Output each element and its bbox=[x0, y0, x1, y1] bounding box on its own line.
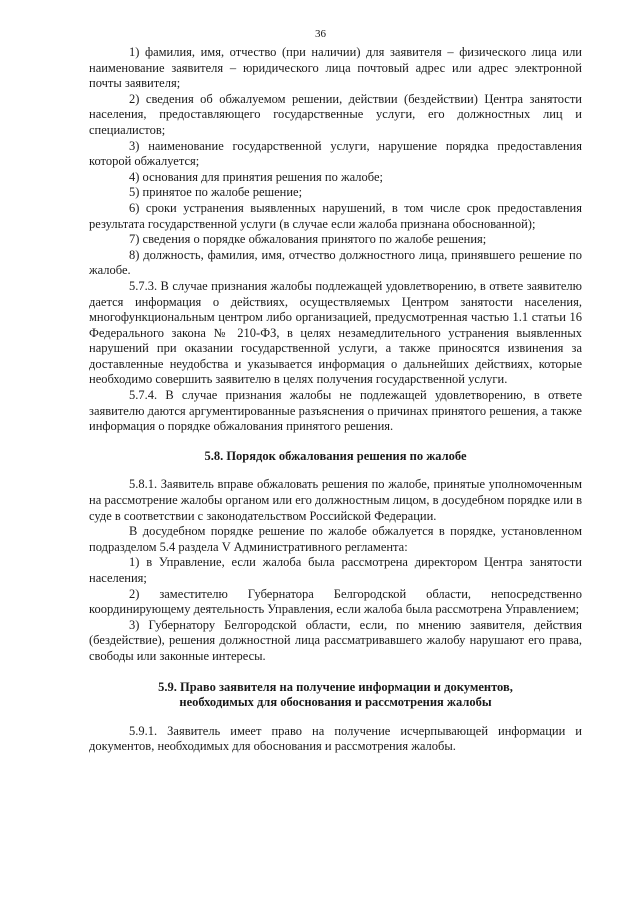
section-heading-5-9-line-2: необходимых для обоснования и рассмотрения жалобы bbox=[179, 695, 492, 710]
paragraph-pretrial-order: В досудебном порядке решение по жалобе обжалуется в порядке, установленном подразделом 5.4 раздела V Административного регламента: bbox=[89, 524, 582, 554]
section-heading-5-8: 5.8. Порядок обжалования решения по жалобе bbox=[204, 448, 467, 463]
list-item-to-deputy-governor: 2) заместителю Губернатора Белгородской области, непосредственно координирующему деятельность Управления, если жалоба была рассмотрена Управлением; bbox=[89, 586, 582, 617]
paragraph-5-9-1: 5.9.1. Заявитель имеет право на получение исчерпывающей информации и документов, необходимых для обоснования и рассмотрения жалобы. bbox=[89, 723, 582, 754]
page-number: 36 bbox=[315, 28, 326, 40]
list-item-to-governor: 3) Губернатору Белгородской области, если, по мнению заявителя, действия (бездействие), решения должностной лица рассматривавшего жалобу нарушают его права, свободы или законные интересы. bbox=[89, 617, 582, 663]
list-item-full-name: 1) фамилия, имя, отчество (при наличии) для заявителя – физического лица или наименование заявителя – юридического лица почтовый адрес или адрес электронной почты заявителя; bbox=[89, 45, 582, 91]
paragraph-5-7-3: 5.7.3. В случае признания жалобы подлежащей удовлетворению, в ответе заявителю дается информация о действиях, осуществляемых Центром занятости населения, многофункциональным центром либо организацией, предусмотренная частью 1.1 статьи 16 Федерального закона № 210-ФЗ, в целях незамедлительного устранения выявленных нарушений при оказании государственной услуги, а также приносятся извинения за доставленные неудобства и указывается информация о дальнейших действиях, которые необходимо совершить заявителю в целях получения государственной услуги. bbox=[89, 278, 582, 387]
list-item-deadlines: 6) сроки устранения выявленных нарушений, в том числе срок предоставления результата государственной услуги (в случае если жалоба признана обоснованной); bbox=[89, 200, 582, 231]
list-item-official: 8) должность, фамилия, имя, отчество должностного лица, принявшего решение по жалобе. bbox=[89, 247, 582, 278]
list-item-appeal-procedure: 7) сведения о порядке обжалования принятого по жалобе решения; bbox=[129, 232, 487, 247]
list-item-grounds: 4) основания для принятия решения по жалобе; bbox=[129, 169, 383, 184]
section-heading-5-9 bbox=[89, 680, 582, 711]
list-item-appealed-decision: 2) сведения об обжалуемом решении, действии (бездействии) Центра занятости населения, предоставляющего государственные услуги, его должностных лиц и специалистов; bbox=[89, 91, 582, 137]
list-item-to-department: 1) в Управление, если жалоба была рассмотрена директором Центра занятости населения; bbox=[89, 555, 582, 585]
list-item-service-name: 3) наименование государственной услуги, нарушение порядка предоставления которой обжалуется; bbox=[89, 138, 582, 169]
paragraph-5-7-4: 5.7.4. В случае признания жалобы не подлежащей удовлетворению, в ответе заявителю даются аргументированные разъяснения о причинах принятого решения, а также информация о порядке обжалования принятого решения. bbox=[89, 388, 582, 434]
list-item-decision: 5) принятое по жалобе решение; bbox=[129, 185, 303, 200]
section-heading-5-9-line-1: 5.9. Право заявителя на получение информации и документов, bbox=[158, 679, 513, 694]
paragraph-5-8-1: 5.8.1. Заявитель вправе обжаловать решения по жалобе, принятые уполномоченным на рассмотрение жалобы органом или его должностным лицом, в досудебном порядке или в суде в соответствии с законодательством Российской Федерации. bbox=[89, 477, 582, 523]
